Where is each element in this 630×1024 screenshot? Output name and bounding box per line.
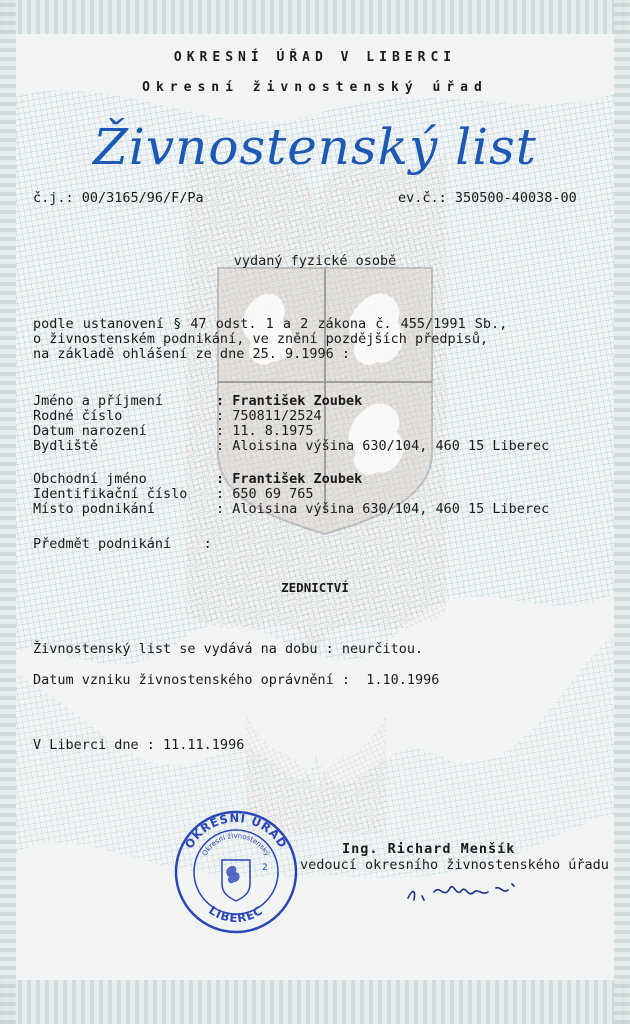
business-place-label: Místo podnikání: [33, 501, 155, 517]
signatory-role: vedoucí okresního živnostenského úřadu: [300, 857, 609, 873]
validity-statement: Živnostenský list se vydává na dobu : neurčitou.: [33, 641, 424, 657]
registration-number: ev.č.: 350500-40038-00: [398, 190, 577, 206]
svg-text:Okresní živnostenský: [201, 832, 272, 857]
origin-date-statement: Datum vzniku živnostenského oprávnění : 1.10.1996: [33, 672, 440, 688]
signature: [400, 870, 530, 910]
stamp-number: 2: [262, 863, 268, 873]
document-title: Živnostenský list: [93, 118, 537, 176]
trade-name-value: : František Zoubek: [216, 471, 363, 487]
decorative-border-top: [0, 0, 630, 34]
stamp-outer-text: OKRESNÍ ÚŘAD: [181, 810, 291, 852]
place-and-date: V Liberci dne : 11.11.1996: [33, 737, 245, 753]
birth-number-value: : 750811/2524: [216, 408, 322, 424]
stamp-inner-text: Okresní živnostenský: [200, 831, 272, 858]
residence-value: : Aloisina výšina 630/104, 460 15 Liberec: [216, 438, 550, 454]
issued-to: vydaný fyzické osobě: [233, 253, 397, 269]
residence-label: Bydliště: [33, 438, 99, 454]
legal-basis-line-2: o živnostenském podnikání, ve znění pozdějších předpisů,: [33, 331, 489, 347]
stamp-bottom-text: LIBEREC: [206, 903, 266, 926]
trade-name-label: Obchodní jméno: [33, 471, 147, 487]
subject-label: Předmět podnikání :: [33, 536, 212, 552]
birth-number-label: Rodné číslo: [33, 408, 123, 424]
official-stamp: [172, 808, 300, 936]
legal-basis-line-3: na základě ohlášení ze dne 25. 9.1996 :: [33, 346, 350, 362]
lower-guilloche-band: [16, 634, 614, 878]
date-of-birth-value: : 11. 8.1975: [216, 423, 314, 439]
subject-value: ZEDNICTVÍ: [281, 580, 349, 595]
office-header: OKRESNÍ ÚŘAD V LIBERCI: [173, 50, 457, 65]
date-of-birth-label: Datum narození: [33, 423, 147, 439]
department-header: Okresní živnostenský úřad: [142, 80, 488, 95]
legal-basis-line-1: podle ustanovení § 47 odst. 1 a 2 zákona č. 455/1991 Sb.,: [33, 316, 508, 332]
signatory-name: Ing. Richard Menšík: [342, 841, 516, 857]
id-number-value: : 650 69 765: [216, 486, 314, 502]
reference-number: č.j.: 00/3165/96/F/Pa: [33, 190, 204, 206]
business-place-value: : Aloisina výšina 630/104, 460 15 Liberec: [216, 501, 550, 517]
svg-text:LIBEREC: [206, 903, 265, 925]
id-number-label: Identifikační číslo: [33, 486, 188, 502]
name-value: : František Zoubek: [216, 393, 363, 409]
decorative-border-bottom: [0, 980, 630, 1024]
name-label: Jméno a příjmení: [33, 393, 164, 409]
